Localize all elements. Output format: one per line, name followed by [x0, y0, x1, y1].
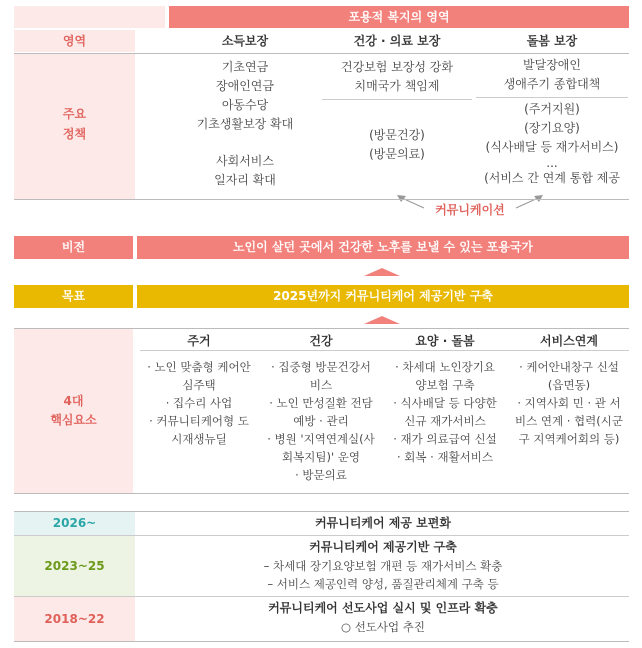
- core-title-service: 서비스연계: [540, 334, 598, 348]
- timeline-title-2023: 커뮤니티케어 제공기반 구축: [309, 540, 457, 554]
- timeline-title-2026: 커뮤니티케어 제공 보편화: [315, 516, 451, 530]
- income-items-b: 사회서비스 일자리 확대: [214, 154, 276, 187]
- col-title-care: 돌봄 보장: [526, 34, 578, 48]
- vision-text: 노인이 살던 곳에서 건강한 노후를 보낼 수 있는 포용국가: [137, 236, 629, 259]
- core-text-health: · 집중형 방문건강서 비스 · 노인 만성질환 전담 예방 · 관리 · 병원 '지역연계실(사 회복지팀)' 운영 · 방문의료: [267, 360, 375, 482]
- core-label: 4대 핵심요소: [50, 394, 97, 427]
- timeline-period-2023: 2023~25: [14, 536, 135, 596]
- timeline-details-2018: ○ 선도사업 추진: [341, 620, 425, 634]
- health-items-b: (방문건강) (방문의료): [369, 128, 425, 161]
- timeline-period-2026: 2026~: [14, 512, 135, 535]
- timeline-period-2018: 2018~22: [14, 597, 135, 641]
- core-text-housing: · 노인 맞춤형 케어안 심주택 · 집수리 사업 · 커뮤니티케어형 도 시재생뉴딜: [147, 360, 251, 446]
- core-text-service: · 케어안내창구 신설 (읍면동) · 지역사회 민 · 관 서 비스 연계 · 협력(시군 구 지역케어회의 등): [515, 360, 623, 446]
- care-items-a: 발달장애인 생애주기 종합대책: [503, 58, 601, 91]
- col-title-health: 건강 · 의료 보장: [353, 34, 441, 48]
- income-items-a: 기초연금 장애인연금 아동수당 기초생활보장 확대: [196, 60, 294, 131]
- core-text-care: · 차세대 노인장기요 양보험 구축 · 식사배달 등 다양한 신규 재가서비스 · 재가 의료급여 신설 · 회복 · 재활서비스: [393, 360, 497, 464]
- core-title-housing: 주거: [187, 334, 211, 348]
- goal-text: 2025년까지 커뮤니티케어 제공기반 구축: [137, 285, 629, 308]
- arrow-up-1: [364, 268, 400, 276]
- policy-label: 주요 정책: [62, 107, 87, 141]
- timeline-details-2023: – 차세대 장기요양보험 개편 등 재가서비스 확충 – 서비스 제공인력 양성, 품질관리체계 구축 등: [263, 559, 503, 591]
- timeline-title-2018: 커뮤니티케어 선도사업 실시 및 인프라 확충: [268, 601, 498, 615]
- col-title-income: 소득보장: [221, 34, 269, 48]
- health-items-a: 건강보험 보장성 강화 치매국가 책임제: [341, 60, 453, 93]
- communication-label: 커뮤니케이션: [435, 203, 505, 217]
- welfare-header: 포용적 복지의 영역: [169, 6, 629, 28]
- goal-label: 목표: [14, 285, 133, 308]
- core-title-care: 요양 · 돌봄: [415, 334, 475, 348]
- arrow-up-2: [364, 316, 400, 324]
- area-label: 영역: [14, 30, 135, 52]
- top-left-corner: [14, 6, 165, 28]
- core-title-health: 건강: [309, 334, 333, 348]
- care-items-b: (주거지원) (장기요양) (식사배달 등 재가서비스) ... (서비스 간 연계 통합 제공: [484, 102, 620, 185]
- vision-label: 비전: [14, 236, 133, 259]
